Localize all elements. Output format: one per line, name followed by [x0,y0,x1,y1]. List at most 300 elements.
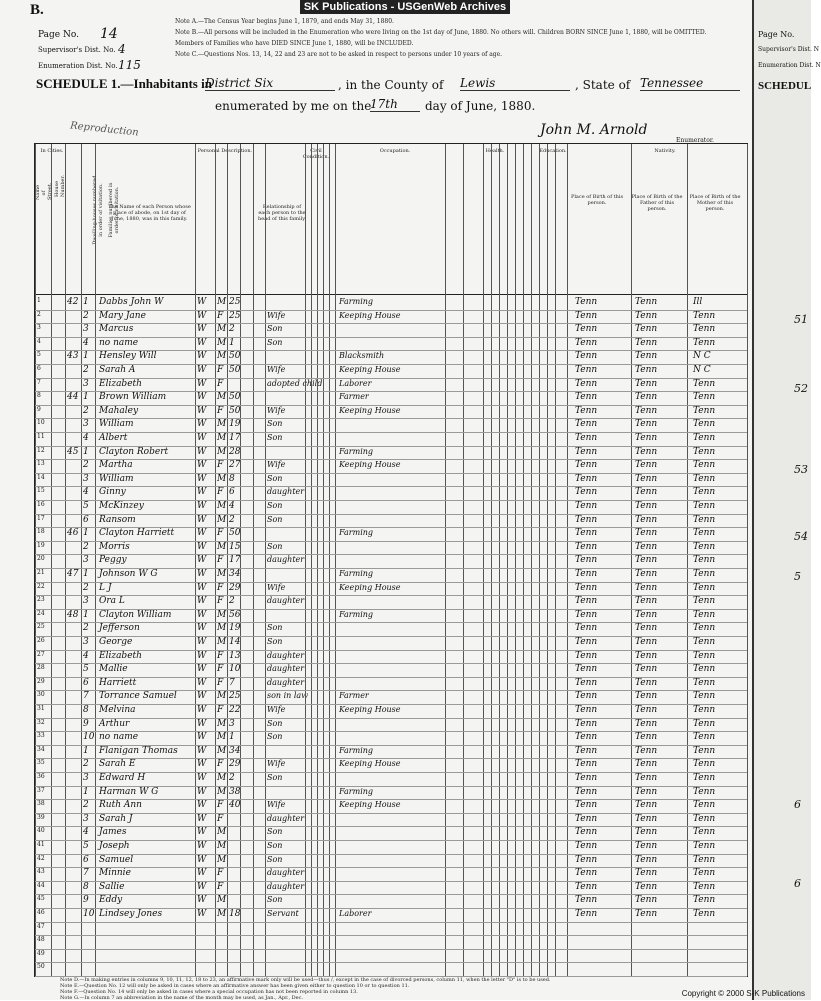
cell-line-number: 11 [37,433,45,440]
cell-mother-birthplace: Tenn [693,310,716,321]
enumerator-label: Enumerator. [676,137,714,144]
cell-birthplace: Tenn [575,881,598,892]
cell-father-birthplace: Tenn [635,691,658,702]
cell-age: 18 [229,909,241,919]
cell-line-number: 20 [37,555,45,563]
cell-mother-birthplace: Tenn [693,745,716,756]
cell-sex: M [217,569,227,579]
cell-person-name: Peggy [99,555,127,566]
cell-line-number: 38 [37,800,45,808]
cell-color: W [197,351,207,362]
strip-dwelling-6a: 6 [794,798,801,811]
cell-person-name: Melvina [99,705,136,715]
cell-birthplace: Tenn [575,337,598,348]
table-row [35,568,747,582]
cell-color: W [197,881,207,892]
cell-relationship: daughter [267,664,305,674]
cell-relationship: Son [267,718,283,728]
cell-color: W [197,514,207,525]
table-row [35,391,747,405]
cell-person-name: Mahaley [99,405,139,416]
cell-birthplace: Tenn [575,433,598,443]
table-row [35,459,747,473]
cell-father-birthplace: Tenn [635,813,658,824]
cell-person-name: Jefferson [99,623,140,634]
row-rule [35,677,747,678]
cell-color: W [197,773,207,783]
strip-schedule: SCHEDUL [758,80,812,92]
cell-family-number: 4 [83,827,89,838]
cell-mother-birthplace: Tenn [693,732,716,743]
cell-sex: F [217,868,224,879]
cell-birthplace: Tenn [575,324,598,335]
cell-line-number: 40 [37,827,45,835]
cell-family-number: 2 [83,310,89,321]
cell-sex: M [217,541,227,552]
cell-relationship: Son [267,732,283,742]
column-rule [265,144,266,976]
column-rule [687,144,688,976]
row-rule [35,690,747,691]
cell-line-number: 26 [37,637,45,644]
cell-occupation: Farmer [339,392,369,402]
header-nativity: Nativity. [654,148,676,154]
header-in-cities: In Cities. [40,148,64,154]
cell-color: W [197,827,207,838]
column-rule [227,144,228,976]
table-row [35,364,747,378]
cell-line-number: 49 [37,949,45,957]
header-name: The Name of each Person whose place of abode, on 1st day of June, 1880, was in this family. [108,204,191,222]
row-rule [35,405,747,406]
cell-line-number: 12 [37,446,45,454]
cell-mother-birthplace: Tenn [693,337,716,348]
note-a: Note A.—The Census Year begins June 1, 1879, and ends May 31, 1880. [175,18,394,25]
cell-father-birthplace: Tenn [635,365,658,375]
cell-relationship: Wife [267,759,286,769]
cell-mother-birthplace: Tenn [693,582,716,593]
cell-father-birthplace: Tenn [635,297,658,307]
cell-relationship: Son [267,841,283,850]
cell-sex: F [217,405,224,416]
cell-birthplace: Tenn [575,691,598,702]
cell-birthplace: Tenn [575,664,598,675]
row-rule [35,527,747,528]
cell-person-name: Samuel [99,854,134,865]
enumerator-signature: John M. Arnold [540,122,648,138]
cell-line-number: 15 [37,487,45,495]
cell-relationship: Son [267,623,283,633]
cell-person-name: Elizabeth [99,378,142,389]
cell-family-number: 7 [83,868,89,879]
cell-sex: M [217,745,227,756]
cell-father-birthplace: Tenn [635,718,658,729]
cell-line-number: 32 [37,718,45,726]
cell-birthplace: Tenn [575,813,598,824]
row-rule [35,908,747,909]
column-rule [483,144,484,976]
cell-color: W [197,569,207,579]
cell-family-number: 9 [83,718,89,729]
cell-line-number: 21 [37,569,45,576]
enumeration-value: 115 [118,58,141,72]
cell-family-number: 5 [83,501,89,511]
cell-relationship: Wife [267,800,286,810]
cell-family-number: 2 [83,541,89,552]
row-rule [35,364,747,365]
cell-line-number: 35 [37,759,45,767]
cell-person-name: George [99,637,133,647]
column-rule [35,144,36,976]
cell-sex: M [217,297,227,307]
strip-dwelling-51: 51 [794,313,808,326]
cell-father-birthplace: Tenn [635,745,658,756]
cell-age: 50 [229,365,241,375]
cell-mother-birthplace: Tenn [693,827,716,838]
cell-dwelling-number: 44 [67,392,79,403]
cell-family-number: 2 [83,623,89,634]
row-rule [35,922,747,923]
cell-color: W [197,854,207,865]
cell-sex: M [217,419,227,430]
cell-birthplace: Tenn [575,310,598,321]
cell-color: W [197,868,207,879]
cell-sex: F [217,378,224,389]
cell-color: W [197,555,207,566]
cell-occupation: Keeping House [339,759,401,769]
cell-family-number: 2 [83,405,89,416]
cell-birthplace: Tenn [575,773,598,783]
table-row [35,731,747,745]
cell-person-name: Sarah E [99,759,136,770]
header-relationship: Relationship of each person to the head of this family. [258,204,306,222]
row-rule [35,541,747,542]
cell-age: 27 [229,460,241,471]
row-rule [35,758,747,759]
cell-family-number: 1 [83,569,89,579]
cell-birthplace: Tenn [575,623,598,634]
cell-relationship: daughter [267,868,305,878]
cell-sex: M [217,718,227,729]
cell-occupation: Blacksmith [339,351,385,361]
cell-line-number: 24 [37,609,45,617]
cell-person-name: Clayton Harriett [99,528,175,539]
table-row [35,609,747,623]
enumerated-day: 17th [370,97,420,112]
cell-family-number: 3 [83,637,89,647]
cell-mother-birthplace: Tenn [693,569,716,579]
cell-mother-birthplace: Tenn [693,909,716,919]
cell-birthplace: Tenn [575,446,598,457]
table-row [35,582,747,596]
table-row [35,799,747,813]
column-rule [631,144,632,976]
cell-mother-birthplace: Tenn [693,473,716,484]
instruction-notes [175,16,735,60]
cell-father-birthplace: Tenn [635,596,658,607]
cell-line-number: 5 [37,351,41,359]
cell-person-name: Joseph [99,841,130,851]
cell-age: 50 [229,528,241,539]
cell-line-number: 47 [37,922,45,930]
state-value: Tennessee [640,76,740,91]
cell-line-number: 27 [37,650,45,658]
cell-birthplace: Tenn [575,582,598,593]
cell-sex: F [217,460,224,471]
cell-father-birthplace: Tenn [635,677,658,688]
cell-father-birthplace: Tenn [635,392,658,403]
cell-age: 22 [229,705,241,715]
cell-color: W [197,800,207,811]
county-label: , in the County of [338,78,444,92]
cell-person-name: Mallie [99,664,128,675]
cell-sex: M [217,392,227,403]
cell-person-name: Torrance Samuel [99,691,177,702]
cell-birthplace: Tenn [575,487,598,498]
cell-family-number: 1 [83,297,89,307]
cell-sex: M [217,446,227,457]
cell-color: W [197,324,207,335]
cell-person-name: Minnie [99,868,131,879]
cell-line-number: 28 [37,664,45,672]
cell-family-number: 3 [83,813,89,824]
cell-father-birthplace: Tenn [635,460,658,471]
cell-color: W [197,487,207,498]
table-row [35,405,747,419]
row-rule [35,337,747,338]
cell-family-number: 6 [83,514,89,525]
cell-mother-birthplace: Tenn [693,705,716,715]
row-rule [35,432,747,433]
cell-family-number: 10 [83,732,95,743]
cell-color: W [197,895,207,906]
cell-relationship: daughter [267,596,305,606]
cell-line-number: 10 [37,419,45,427]
cell-father-birthplace: Tenn [635,528,658,539]
column-rule [523,144,524,976]
cell-relationship: Son [267,433,283,442]
cell-mother-birthplace: Tenn [693,487,716,498]
strip-dwelling-6b: 6 [794,877,801,890]
supervisor-value: 4 [118,42,126,56]
row-rule [35,473,747,474]
column-rule [499,144,500,976]
row-rule [35,350,747,351]
row-rule [35,554,747,555]
row-rule [35,772,747,773]
column-rule [547,144,548,976]
table-row [35,350,747,364]
cell-relationship: Son [267,324,283,334]
page-no-value: 14 [100,26,118,42]
cell-family-number: 4 [83,650,89,661]
cell-color: W [197,392,207,403]
column-rule [253,144,254,976]
cell-person-name: Sarah A [99,365,136,375]
cell-birthplace: Tenn [575,786,598,797]
cell-line-number: 37 [37,786,45,794]
cell-dwelling-number: 43 [67,351,79,362]
cell-family-number: 1 [83,745,89,756]
cell-mother-birthplace: Tenn [693,637,716,647]
table-row [35,690,747,704]
cell-relationship: daughter [267,650,305,660]
cell-family-number: 4 [83,487,89,498]
cell-person-name: Harman W G [99,786,159,797]
cell-relationship: Servant [267,909,299,918]
strip-dwelling-52: 52 [794,382,808,395]
row-rule [35,486,747,487]
corner-letter: B. [30,2,44,18]
row-rule [35,813,747,814]
table-row [35,949,747,963]
cell-mother-birthplace: Tenn [693,664,716,675]
cell-father-birthplace: Tenn [635,909,658,919]
cell-family-number: 2 [83,460,89,471]
cell-occupation: Farming [339,786,374,796]
column-rule [555,144,556,976]
cell-father-birthplace: Tenn [635,881,658,892]
row-rule [35,949,747,950]
cell-age: 50 [229,392,241,403]
row-rule [35,323,747,324]
header-house-number: House Number. [54,175,66,197]
cell-family-number: 10 [83,909,95,919]
cell-color: W [197,732,207,743]
cell-line-number: 30 [37,691,45,699]
table-row [35,962,747,976]
cell-birthplace: Tenn [575,297,598,307]
row-rule [35,826,747,827]
table-row [35,813,747,827]
row-rule [35,840,747,841]
cell-birthplace: Tenn [575,827,598,838]
cell-birthplace: Tenn [575,501,598,511]
table-row [35,840,747,854]
table-row [35,758,747,772]
cell-color: W [197,786,207,797]
cell-mother-birthplace: Tenn [693,677,716,688]
cell-line-number: 29 [37,677,45,685]
cell-person-name: L J [99,582,112,593]
strip-supervisor: Supervisor's Dist. N [758,46,820,53]
cell-dwelling-number: 48 [67,609,79,620]
cell-person-name: Martha [99,460,133,471]
row-rule [35,514,747,515]
header-health: Health. [485,148,505,154]
cell-relationship: daughter [267,881,305,891]
cell-person-name: Ginny [99,487,126,498]
cell-father-birthplace: Tenn [635,773,658,783]
row-rule [35,418,747,419]
cell-person-name: Dabbs John W [99,297,164,307]
cell-mother-birthplace: Tenn [693,460,716,471]
table-row [35,310,747,324]
cell-birthplace: Tenn [575,392,598,403]
cell-family-number: 2 [83,365,89,375]
cell-age: 8 [229,473,235,484]
cell-color: W [197,528,207,539]
cell-age: 14 [229,637,241,647]
cell-mother-birthplace: Tenn [693,841,716,851]
column-rule [539,144,540,976]
cell-line-number: 4 [37,337,41,345]
cell-mother-birthplace: Tenn [693,446,716,457]
cell-person-name: no name [99,337,139,348]
cell-sex: F [217,582,224,593]
cell-father-birthplace: Tenn [635,854,658,865]
cell-occupation: Farming [339,446,374,456]
cell-mother-birthplace: Tenn [693,555,716,566]
cell-occupation: Farming [339,609,374,619]
cell-person-name: Albert [99,433,128,443]
cell-person-name: Morris [99,541,130,552]
cell-birthplace: Tenn [575,745,598,756]
cell-birthplace: Tenn [575,800,598,811]
enumeration-label: Enumeration Dist. No. [38,62,118,70]
cell-age: 29 [229,759,241,770]
row-rule [35,391,747,392]
cell-father-birthplace: Tenn [635,473,658,484]
cell-age: 19 [229,419,241,430]
cell-family-number: 7 [83,691,89,702]
cell-birthplace: Tenn [575,732,598,743]
cell-sex: M [217,337,227,348]
cell-family-number: 3 [83,596,89,607]
cell-age: 29 [229,582,241,593]
cell-sex: M [217,909,227,919]
note-b: Note B.—All persons will be included in the Enumeration who were living on the 1st day of June, 1880. No others will. Children BORN SINCE June 1, 1880, will be OMITTED. Members of Families who have DIED SINCE June 1, 1880, will be INCLUDED. [175,29,707,47]
cell-family-number: 1 [83,609,89,620]
table-row [35,514,747,528]
cell-relationship: Wife [267,405,286,415]
cell-family-number: 2 [83,800,89,811]
header-birthplace: Place of Birth of this person. [570,194,624,206]
cell-relationship: son in law [267,691,309,701]
cell-family-number: 3 [83,473,89,484]
header-personal: Personal Description. [197,148,253,154]
row-rule [35,622,747,623]
cell-dwelling-number: 47 [67,569,79,579]
cell-color: W [197,365,207,375]
cell-sex: M [217,473,227,484]
cell-father-birthplace: Tenn [635,514,658,525]
column-rule [323,144,324,976]
cell-relationship: Son [267,473,283,483]
cell-line-number: 23 [37,596,45,604]
cell-sex: M [217,827,227,838]
cell-person-name: Lindsey Jones [99,909,163,919]
cell-color: W [197,501,207,511]
table-row [35,745,747,759]
column-rule [507,144,508,976]
column-rule [445,144,446,976]
cell-father-birthplace: Tenn [635,895,658,906]
cell-sex: F [217,800,224,811]
cell-line-number: 25 [37,623,45,631]
cell-line-number: 36 [37,773,45,780]
cell-occupation: Keeping House [339,705,401,714]
cell-sex: M [217,514,227,525]
cell-line-number: 34 [37,745,45,753]
table-row [35,772,747,786]
cell-father-birthplace: Tenn [635,732,658,743]
cell-mother-birthplace: Tenn [693,868,716,879]
cell-person-name: Harriett [99,677,137,688]
cell-person-name: Clayton Robert [99,446,169,457]
table-row [35,500,747,514]
row-rule [35,935,747,936]
